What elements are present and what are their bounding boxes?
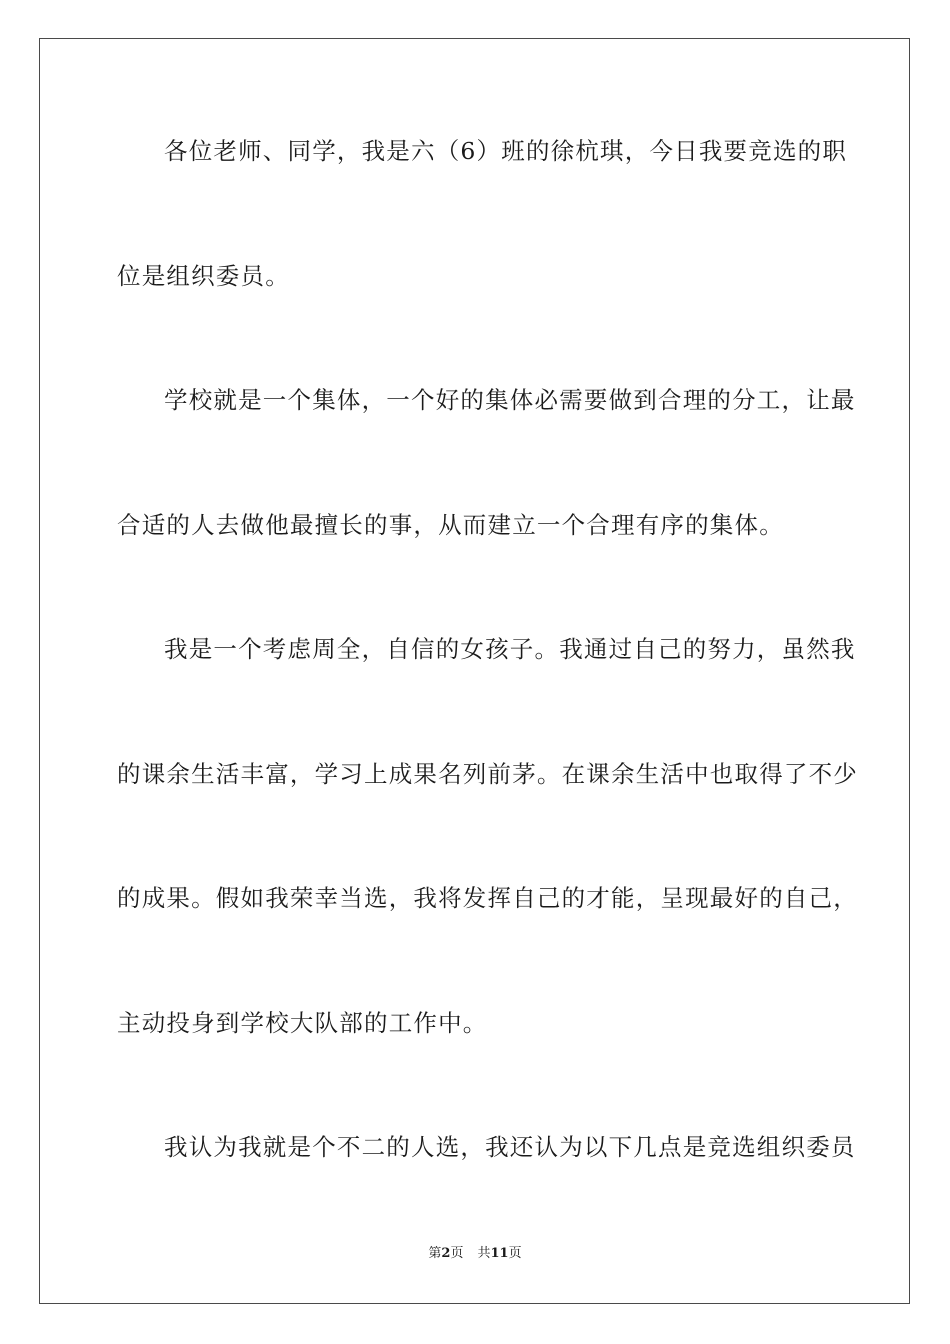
paragraph-line: 我认为我就是个不二的人选，我还认为以下几点是竞选组织委员 — [164, 1133, 856, 1161]
paragraph-line: 合适的人去做他最擅长的事，从而建立一个合理有序的集体。 — [117, 511, 784, 539]
page-border — [39, 38, 910, 1304]
paragraph-line: 位是组织委员。 — [117, 262, 290, 290]
paragraph-line: 各位老师、同学，我是六（6）班的徐杭琪，今日我要竞选的职 — [164, 137, 848, 165]
paragraph-line: 我是一个考虑周全，自信的女孩子。我通过自己的努力，虽然我 — [164, 635, 856, 663]
paragraph-line: 的课余生活丰富，学习上成果名列前茅。在课余生活中也取得了不少 — [117, 760, 858, 788]
paragraph-line: 主动投身到学校大队部的工作中。 — [117, 1009, 488, 1037]
page-total: 共11页 — [477, 1246, 522, 1261]
page-footer — [0, 1245, 950, 1263]
paragraph-line: 学校就是一个集体，一个好的集体必需要做到合理的分工，让最 — [164, 386, 856, 414]
paragraph-line: 的成果。假如我荣幸当选，我将发挥自己的才能，呈现最好的自己， — [117, 884, 858, 912]
page-number: 第2页 — [428, 1246, 464, 1261]
